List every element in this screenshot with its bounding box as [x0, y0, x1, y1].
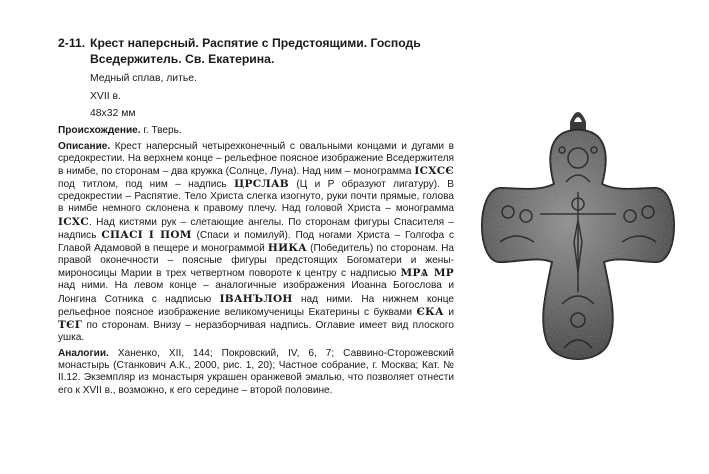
inscription-7: ІВАНЪЛОН [219, 292, 293, 305]
date-line: XVII в. [90, 90, 121, 102]
inscription-4: СПАСІ І ПОМ [101, 228, 192, 241]
description-text-9: и [443, 306, 454, 318]
description-text-1: Крест наперсный четырехконечный с овальными концами и дугами в средокрестии. На верхнем конце – рельефное поясное изображение Вседержителя в нимбе, по сторонам – два кружка (Солнце, Луна). Над ним – монограмма [58, 140, 454, 177]
inscription-3: ІСХС [58, 215, 89, 228]
inscription-2: ЦРСЛАВ [234, 178, 289, 191]
entry-title: Крест наперсный. Распятие с Предстоящими. Господь Вседержитель. Св. Екатерина. [90, 36, 421, 66]
description-text-4: . Над кистями рук – слетающие ангелы. По сторонам фигуры Спасителя – надпись [58, 216, 454, 241]
inscription-5: НИКА [267, 241, 308, 254]
entry-heading [58, 36, 454, 67]
inscription-9: ТЄГ [58, 318, 83, 331]
cross-image [478, 92, 678, 372]
description-text-6: (Победитель) по сторонам. На правой оконечности – поясные фигуры предстоящих Богоматери и жены-мироносицы Марии в трех четвертном повороте к центру с надписью [58, 242, 454, 280]
entry-number: 2-11. [58, 36, 86, 50]
size-line: 48х32 мм [90, 108, 136, 119]
material-line: Медный сплав, литье. [90, 73, 197, 84]
provenance-paragraph [58, 125, 454, 137]
description-text-3: (Ц и Р образуют лигатуру). В средокрестии – Распятие. Тело Христа слегка изогнуто, руки почти прямые, голова в нимбе немного склонена к правому плечу. Над головой Христа – монограмма [58, 179, 454, 215]
provenance-text: г. Тверь. [140, 124, 182, 136]
cross-photo [478, 92, 678, 372]
catalog-entry [58, 36, 454, 397]
analogies-paragraph [58, 348, 454, 397]
description-text-7: над ними. На левом конце – аналогичные изображения Иоанна Богослова и Лонгина Сотника с надписью [58, 280, 454, 305]
inscription-8: ЄКА [416, 305, 444, 318]
description-label: Описание. [58, 140, 111, 152]
description-paragraph [58, 141, 454, 345]
provenance-label: Происхождение. [58, 124, 141, 136]
analogies-text: Ханенко, XII, 144; Покровский, IV, 6, 7; Саввино-Сторожевский монастырь (Станкович А.К., 2000, рис. 1, 20); Частное собрание, г. Москва; Кат. № II.12. Экземпляр из монастыря украшен оранжевой эмалью, что позволяет отнести его к XVII в., возможно, к его середине – второй половине. [58, 348, 454, 396]
inscription-1: ІСХСЄ [414, 164, 454, 177]
description-text-5: (Спаси и помилуй). Под ногами Христа – Голгофа с Главой Адамовой в пещере и монограммой [58, 229, 454, 254]
analogies-label: Аналогии. [58, 348, 109, 360]
inscription-6: МРѦ МР [400, 267, 454, 280]
description-text-10: по сторонам. Внизу – неразборчивая надпись. Оглавие имеет вид плоского ушка. [58, 319, 454, 343]
description-text-8: над ними. На нижнем конце рельефное поясное изображение великомученицы Екатерины с буквами [58, 293, 454, 318]
description-text-2: под титлом, под ним – надпись [58, 179, 235, 191]
